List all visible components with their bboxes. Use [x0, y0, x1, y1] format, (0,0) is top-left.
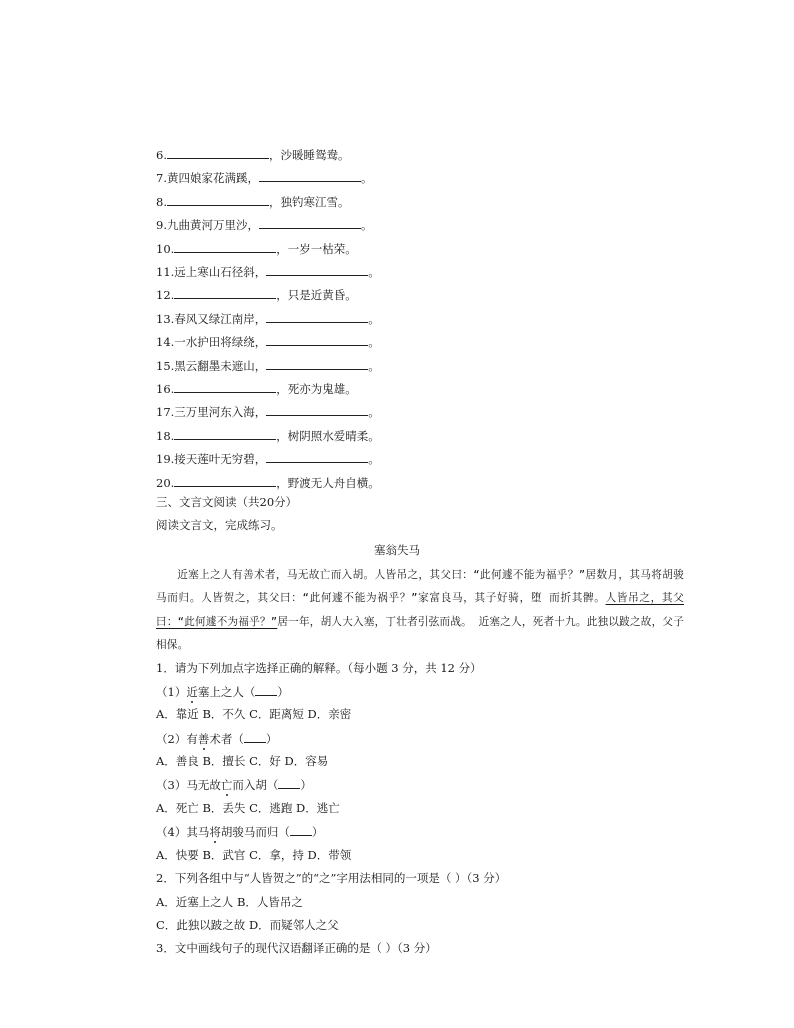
q1-item-1: （1）近塞上之人（ ） [156, 685, 289, 699]
given-line-end: ，沙暖睡鸳鸯。 [268, 148, 350, 162]
item-number: 7. [156, 171, 167, 186]
q1-item-2-options: A．善良 B．擅长 C．好 D．容易 [156, 754, 329, 768]
poem-fill-item [156, 146, 716, 163]
fill-blank[interactable] [174, 474, 276, 487]
item-number: 15. [156, 358, 175, 373]
poem-fill-item [156, 427, 716, 444]
given-line-end: ，死亦为鬼雄。 [276, 382, 357, 396]
poem-fill-item [156, 286, 716, 303]
question-1-stem: 1．请为下列加点字选择正确的解释。（每小题 3 分，共 12 分） [156, 661, 482, 675]
poem-fill-item [156, 474, 716, 491]
poem-fill-item [156, 333, 716, 350]
answer-blank[interactable] [255, 683, 277, 696]
given-line-end: ，独钓寒江雪。 [268, 194, 350, 209]
given-line: 黑云翻墨未遮山， [174, 358, 267, 373]
given-line: 三万里河东入海， [174, 405, 267, 420]
item-number: 14. [156, 335, 175, 350]
item-number: 19. [156, 452, 175, 467]
given-line: 一水护田将绿绕， [174, 335, 267, 350]
fill-blank[interactable] [266, 450, 368, 463]
answer-blank[interactable] [244, 730, 266, 743]
section-instruction: 阅读文言文，完成练习。 [156, 518, 283, 532]
poem-fill-item [156, 403, 716, 420]
given-line-end: 。 [368, 405, 380, 420]
given-line-end: 。 [368, 265, 380, 279]
poem-fill-item [156, 240, 716, 257]
item-number: 17. [156, 405, 175, 420]
section-heading: 三、文言文阅读（共20分） [156, 495, 298, 509]
given-line: 九曲黄河万里沙， [166, 218, 259, 233]
poem-fill-item [156, 450, 716, 467]
fill-blank[interactable] [167, 146, 269, 159]
given-line: 接天莲叶无穷碧， [174, 452, 267, 467]
fill-blank[interactable] [174, 286, 276, 299]
given-line-end: 。 [368, 358, 380, 373]
given-line-end: 。 [368, 452, 380, 467]
given-line-end: 。 [360, 171, 373, 186]
given-line-end: ，树阴照水爱晴柔。 [276, 428, 380, 443]
item-number: 8. [156, 194, 167, 209]
given-line-end: 。 [368, 335, 380, 350]
q1-item-1-options: A．靠近 B．不久 C．距离短 D．亲密 [156, 707, 352, 721]
fill-blank[interactable] [266, 403, 368, 416]
q1-item-3-options: A．死亡 B．丢失 C．逃跑 D．逃亡 [156, 801, 340, 815]
question-3-stem: 3．文中画线句子的现代汉语翻译正确的是（ ）（3 分） [156, 941, 437, 955]
passage-text-2: 居一年，胡人大入塞，丁壮者引弦而战。 近塞之人，死者十九。此独以跛之故，父子相保。 [156, 615, 684, 651]
given-line: 黄四娘家花满蹊， [166, 171, 259, 186]
given-line-end: 。 [360, 218, 373, 233]
fill-blank[interactable] [266, 310, 368, 323]
question-2-stem: 2．下列各组中与“人皆贺之”的“之”字用法相同的一项是（ ）（3 分） [156, 871, 507, 885]
fill-blank[interactable] [266, 357, 368, 370]
passage-underlined-sentence: 人皆吊之，其父曰：“此何遽不为福乎？” [156, 592, 684, 628]
item-number: 11. [156, 265, 175, 279]
fill-blank[interactable] [266, 333, 368, 346]
given-line-end: ，野渡无人舟自横。 [276, 475, 380, 490]
item-number: 12. [156, 288, 175, 303]
fill-blank[interactable] [259, 169, 361, 182]
fill-blank[interactable] [174, 380, 276, 393]
fill-blank[interactable] [174, 427, 276, 440]
q1-item-2: （2）有善术者（ ） [156, 732, 278, 746]
fill-blank[interactable] [167, 193, 269, 206]
poem-fill-item [156, 216, 716, 233]
answer-blank[interactable] [278, 776, 300, 789]
poem-fill-item [156, 263, 716, 280]
given-line-end: 。 [368, 311, 380, 326]
poem-fill-item [156, 380, 716, 397]
classical-passage [156, 564, 684, 657]
given-line-end: ，只是近黄昏。 [276, 288, 357, 303]
answer-blank[interactable] [290, 823, 312, 836]
item-number: 13. [156, 311, 175, 326]
item-number: 6. [156, 148, 167, 162]
poem-fill-item [156, 357, 716, 374]
q1-item-4-options: A．快要 B．武官 C．拿，持 D．带领 [156, 848, 352, 862]
item-number: 9. [156, 218, 167, 233]
q1-item-3: （3）马无故亡而入胡（ ） [156, 778, 312, 792]
item-number: 18. [156, 428, 175, 443]
item-number: 20. [156, 475, 175, 490]
given-line-end: ，一岁一枯荣。 [276, 241, 357, 256]
poem-fill-item [156, 169, 716, 186]
given-line: 春风又绿江南岸， [174, 311, 267, 326]
passage-title: 塞翁失马 [374, 543, 420, 557]
q1-item-4: （4）其马将胡骏马而归（ ） [156, 825, 324, 839]
poem-fill-item [156, 193, 716, 210]
passage-text-1: 近塞上之人有善术者，马无故亡而入胡。人皆吊之，其父曰：“此何遽不能为福乎？”居数月，其马将胡骏马而归。人皆贺之，其父曰：“此何遽不能为祸乎？”家富良马，其子好骑，堕 而折其髀。 [156, 569, 684, 605]
fill-blank[interactable] [266, 263, 368, 276]
fill-blank[interactable] [174, 240, 276, 253]
item-number: 16. [156, 382, 175, 396]
poem-fill-item [156, 310, 716, 327]
fill-blank[interactable] [259, 216, 361, 229]
q2-options-ab: A．近塞上之人 B．人皆吊之 [156, 895, 303, 909]
given-line: 远上寒山石径斜， [174, 265, 267, 279]
item-number: 10. [156, 241, 175, 256]
q2-options-cd: C．此独以跛之故 D．而疑邻人之父 [156, 918, 339, 932]
